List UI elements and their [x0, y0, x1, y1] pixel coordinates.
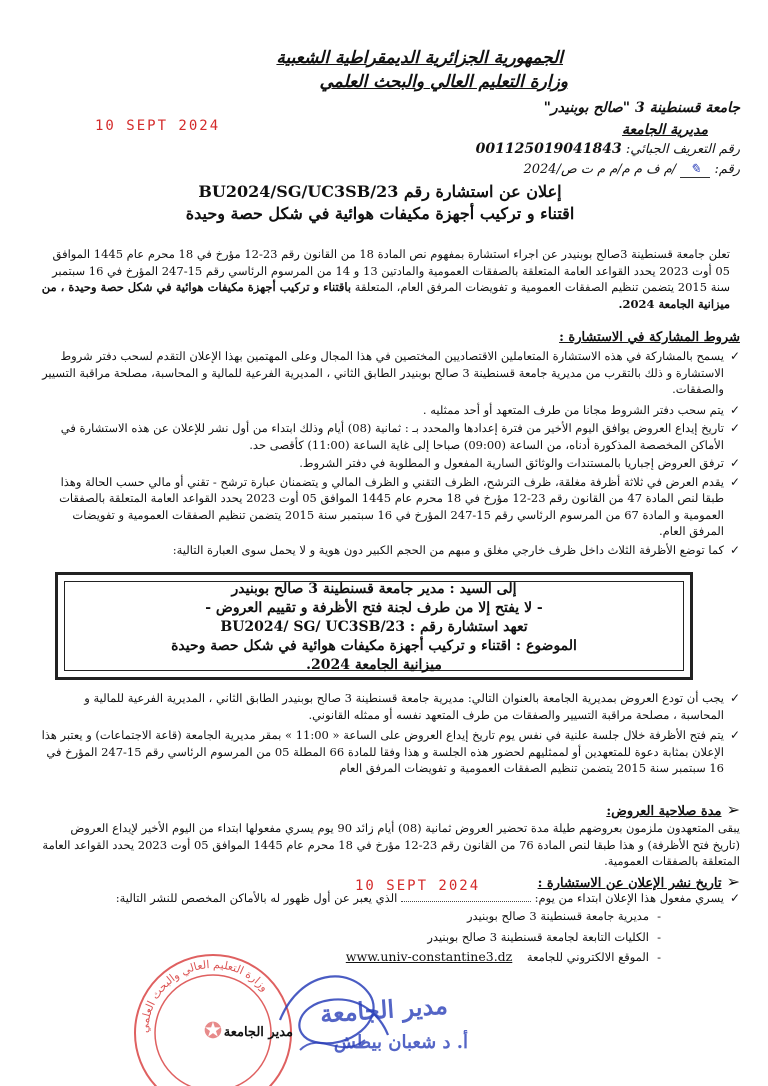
publication-date-blank — [401, 901, 531, 902]
participation-item: ✓ يقدم العرض في ثلاثة أظرفة مغلقة، ظرف الترشح، الظرف التقني و الظرف المالي و يتضمنان عبارة ترشح - تقني أو مالي حسب الحالة وهذا طبقا لنص المادة 47 من القانون رقم 23-12 مؤرخ في 18 محرم عام 1445 الموافق 05 أوت 2023 يحدد القواعد العامة المتعلقة بالصفقات العمومية و المادة 67 من المرسوم الرئاسي رقم 15-247 المؤرخ في 16 سبتمبر سنة 2015 يتضمن تنظيم الصفقات العمومية و تفويضات المرفق العام. — [40, 474, 740, 540]
publication-title: تاريخ نشر الإعلان عن الاستشارة : — [537, 876, 722, 891]
republic-heading: الجمهورية الجزائرية الديمقراطية الشعبية — [276, 48, 563, 68]
envelope-line-subject: الموضوع : اقتناء و تركيب أجهزة مكيفات هوائية في شكل حصة وحيدة — [171, 638, 577, 654]
deposit-item: ✓ يتم فتح الأظرفة خلال جلسة علنية في نفس يوم تاريخ إيداع العروض على الساعة « 11:00 » بمقر مديرية الجامعة (قاعة الاجتماعات) و يعتبر هذا الإعلان بمثابة دعوة للمتعهدين أو لممثليهم لحضور هذه الجلسة و هذا وفقا للمادة 66 المطلة 05 من المرسوم الرئاسي رقم 15-247 المؤرخ في 16 سبتمبر سنة 2015 يتضمن تنظيم الصفقات العمومية و تفويضات المرفق العام — [40, 727, 740, 777]
envelope-line-consultation-number: تعهد استشارة رقم : BU2024/ SG/ UC3SB/23 — [220, 619, 528, 635]
participation-item: ✓ تاريخ إيداع العروض يوافق اليوم الأخير من فترة إعدادها والمحدد بـ : ثمانية (08) أيام وذلك ابتداء من أول نشر للإعلان عن هذه الاستشارة في الأماكن المخصصة المذكورة أدناه، من الساعة (09:00) صباحا إلى غاية الساعة (11:00) كأقصى حد. — [40, 420, 740, 453]
university-website-link[interactable]: www.univ-constantine3.dz — [345, 949, 513, 964]
participation-title: شروط المشاركة في الاستشارة : — [559, 330, 740, 345]
validity-title-row — [606, 800, 740, 819]
tax-id-row — [476, 141, 740, 157]
participation-item: ✓ ترفق العروض إجباريا بالمستندات والوثائق السارية المفعول و المطلوبة في دفتر الشروط. — [40, 455, 740, 472]
publication-date-stamp: 10 SEPT 2024 — [355, 878, 481, 894]
deposit-list — [40, 690, 740, 777]
publication-title-row — [538, 872, 740, 891]
validity-text: يبقى المتعهدون ملزمون بعروضهم طيلة مدة تحضير العروض ثمانية (08) أيام زائد 90 يوم يسري مفعولها ابتداء من اليوم الأخير لإيداع العروض (تاريخ فتح الأظرفة) و هذا طبقا لنص المادة 76 من القانون رقم 23-12 مؤرخ في 18 محرم عام 1445 الموافق 05 أوت 2023 يحدد القواعد العامة المتعلقة بالصفقات العمومية. — [42, 821, 740, 868]
tax-id-value: 001125019041843 — [475, 141, 622, 157]
university-name: جامعة قسنطينة 3 "صالح بوبنيدر" — [543, 100, 740, 116]
intro-text: تعلن جامعة قسنطينة 3صالح بوبنيدر عن اجراء استشارة بمفهوم نص المادة 18 من القانون رقم 23-12 مؤرخ في 18 محرم عام 1445 الموافق 05 أوت 2023 يحدد القواعد العامة المتعلقة بالصفقات العمومية والمادتين 13 و 14 من المرسوم الرئاسي رقم 15-247 المؤرخ في 16 سبتمبر سنة 2015 يتضمن تنظيم الصفقات العمومية و تفويضات المرفق العام، المتعلقة — [52, 247, 730, 294]
signatory-title: مدير الجامعة — [223, 1025, 293, 1040]
seal-text: وزارة التعليم العالي والبحث العلمي — [137, 957, 272, 1034]
publication-place-label: الموقع الالكتروني للجامعة — [526, 950, 649, 964]
envelope-label-box — [55, 572, 693, 680]
participation-item: ✓ يسمح بالمشاركة في هذه الاستشارة المتعاملين الاقتصاديين المختصين في هذا المجال وعلى المهتمين بهذا الإعلان التقدم لسحب دفتر شروط الاستشارة و ذلك بالتقرب من مديرية جامعة قسنطينة 3 صالح بوبنيدر الطابق الثاني ، المديرية الفرعية للمالية و المحاسبة، مصلحة مراقبة التسيير والصفقات. — [40, 348, 740, 398]
arrow-icon: ➢ — [726, 872, 740, 891]
envelope-line-budget: ميزانية الجامعة 2024. — [306, 657, 442, 673]
reference-row — [523, 162, 740, 178]
envelope-line-recipient: إلى السيد : مدير جامعة قسنطينة 3 صالح بوبنيدر — [231, 581, 517, 597]
publication-place: - مديرية جامعة قسنطينة 3 صالح بوبنيدر — [303, 908, 663, 925]
signature-scribble — [260, 960, 400, 1070]
reference-number-handwritten: ✎ — [680, 162, 710, 178]
intro-text-bold: باقتناء و تركيب أجهزة مكيفات هوائية في شكل حصة وحيدة ، من ميزانية الجامعة 2024. — [41, 280, 730, 311]
announcement-subject: اقتناء و تركيب أجهزة مكيفات هوائية في شكل حصة وحيدة — [185, 204, 575, 223]
envelope-line-do-not-open: - لا يفتح إلا من طرف لجنة فتح الأظرفة و تقييم العروض - — [205, 600, 543, 616]
date-stamp: 10 SEPT 2024 — [95, 118, 221, 134]
deposit-item: ✓ يجب أن تودع العروض بمديرية الجامعة بالعنوان التالي: مديرية جامعة قسنطينة 3 صالح بوبنيدر الطابق الثاني ، المديرية الفرعية للمالية و المحاسبة ، مصلحة مراقبة التسيير والصفقات من طرف المتعهد نفسه أو ممثله القانوني. — [40, 690, 740, 723]
publication-places — [303, 908, 663, 966]
publication-place: - الكليات التابعة لجامعة قسنطينة 3 صالح بوبنيدر — [303, 929, 663, 946]
publication-lead-end: الذي يعبر عن أول ظهور له بالأماكن المخصص للنشر التالية: — [115, 891, 398, 905]
participation-item: ✓ كما توضع الأظرفة الثلاث داخل ظرف خارجي مغلق و مبهم من الحجم الكبير دون هوية و لا يحمل سوى العبارة التالية: — [40, 542, 740, 559]
tax-id-label: رقم التعريف الجبائي: — [625, 142, 740, 157]
svg-text:✪: ✪ — [203, 1019, 223, 1044]
ministry-heading: وزارة التعليم العالي والبحث العلمي — [319, 72, 568, 92]
reference-value: /م ف م م/م م ت ص/2024 — [523, 162, 677, 177]
directorate-name: مديرية الجامعة — [622, 122, 708, 138]
participation-list — [40, 348, 740, 558]
reference-label: رقم: — [714, 162, 740, 177]
handwritten-title: مدير الجامعة — [319, 990, 449, 1029]
validity-title: مدة صلاحية العروض: — [606, 804, 722, 819]
handwritten-name: أ. د شعبان بيطش — [333, 1032, 468, 1053]
intro-paragraph — [40, 246, 730, 312]
arrow-icon: ➢ — [726, 800, 740, 819]
announcement-title: إعلان عن استشارة رقم BU2024/SG/UC3SB/23 — [198, 182, 562, 201]
publication-lead-text: يسري مفعول هذا الإعلان ابتداء من يوم: — [534, 891, 724, 905]
participation-item: ✓ يتم سحب دفتر الشروط مجانا من طرف المتعهد أو أحد ممثليه . — [40, 402, 740, 419]
